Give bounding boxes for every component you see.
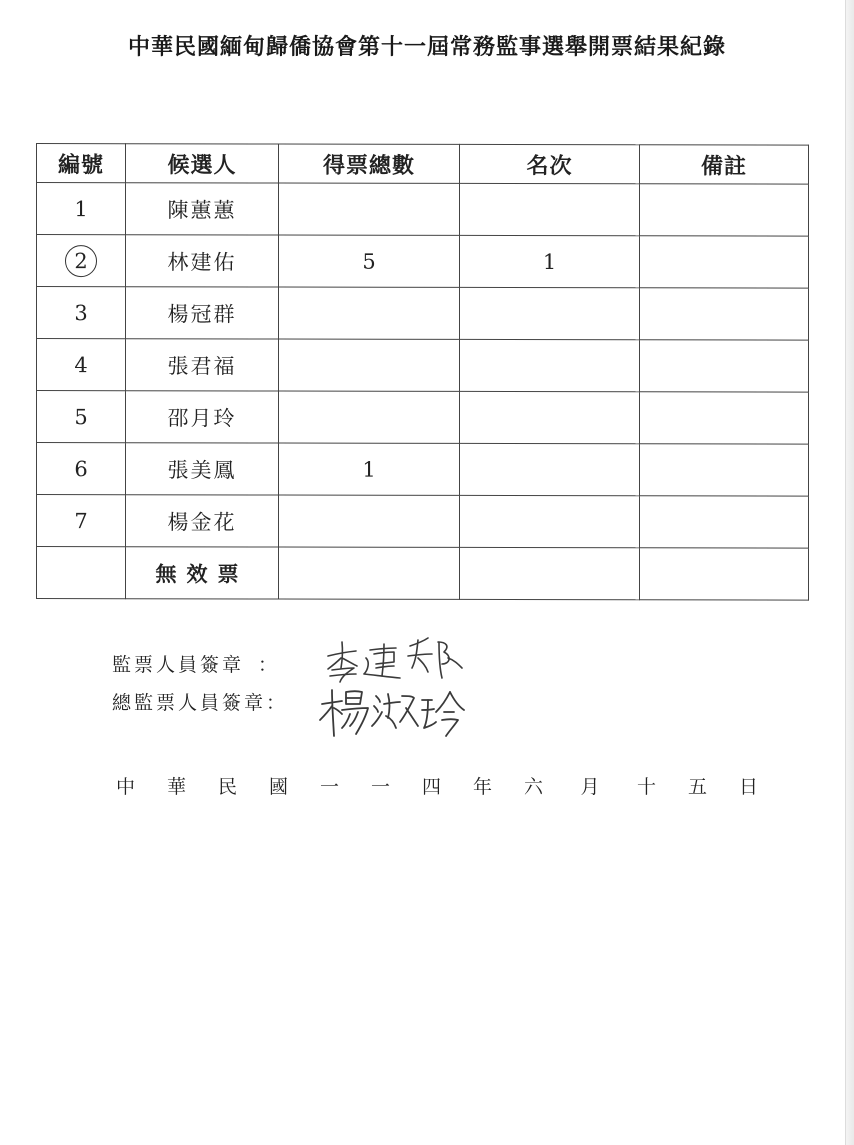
table-row xyxy=(37,183,809,237)
date-char: 日 xyxy=(738,776,758,798)
page-edge xyxy=(845,0,854,1145)
row-number: 1 xyxy=(37,183,126,235)
remark-value xyxy=(640,496,809,548)
row-number-cell xyxy=(37,235,126,287)
rank-value xyxy=(460,443,640,495)
table-row xyxy=(37,287,809,341)
date-char: 四 xyxy=(421,776,441,798)
table-row xyxy=(37,339,809,393)
row-number xyxy=(37,547,126,599)
remark-value xyxy=(640,548,809,600)
date-char: 月 xyxy=(580,776,600,798)
document-title: 中華民國緬甸歸僑協會第十一屆常務監事選舉開票結果紀錄 xyxy=(127,34,726,60)
candidate-name: 張美鳳 xyxy=(126,443,279,495)
vote-count xyxy=(279,339,460,391)
vote-count: 5 xyxy=(279,235,460,287)
document-date xyxy=(100,772,774,799)
date-char: 華 xyxy=(166,776,186,798)
table-row-invalid xyxy=(37,547,809,601)
circled-row-number: 2 xyxy=(65,245,97,277)
date-char: 國 xyxy=(268,776,288,798)
date-char: 年 xyxy=(472,776,492,798)
rank-value: 1 xyxy=(460,235,640,287)
table-row xyxy=(37,391,809,445)
remark-value xyxy=(640,184,809,236)
election-results-table xyxy=(36,143,809,601)
chief-monitor-signature-line xyxy=(112,688,288,715)
chief-monitor-handwritten-signature xyxy=(318,682,468,744)
header-total-votes: 得票總數 xyxy=(279,144,460,183)
candidate-name: 楊冠群 xyxy=(126,287,279,339)
date-char: 十 xyxy=(636,776,656,798)
chief-monitor-signature-colon: ： xyxy=(266,692,289,714)
rank-value xyxy=(460,495,640,547)
date-char: 一 xyxy=(370,776,390,798)
rank-value xyxy=(460,339,640,391)
remark-value xyxy=(640,236,809,288)
row-number: 6 xyxy=(37,443,126,495)
date-char: 五 xyxy=(687,776,707,798)
monitor-signature-label: 監票人員簽章 xyxy=(112,654,245,676)
candidate-name: 張君福 xyxy=(126,339,279,391)
row-number: 4 xyxy=(37,339,126,391)
header-remarks: 備註 xyxy=(640,145,809,184)
date-char: 民 xyxy=(217,776,237,798)
row-number: 7 xyxy=(37,495,126,547)
vote-count xyxy=(279,391,460,443)
rank-value xyxy=(460,547,640,599)
row-number: 3 xyxy=(37,287,126,339)
table-header-row xyxy=(37,144,809,185)
vote-count xyxy=(279,547,460,599)
row-number: 5 xyxy=(37,391,126,443)
vote-count xyxy=(279,495,460,547)
table-row xyxy=(37,235,809,289)
table-row xyxy=(37,495,809,549)
vote-count xyxy=(279,287,460,339)
candidate-name: 楊金花 xyxy=(126,495,279,547)
vote-count xyxy=(279,183,460,235)
rank-value xyxy=(460,183,640,235)
candidate-name: 林建佑 xyxy=(126,235,279,287)
date-char: 中 xyxy=(115,776,135,798)
invalid-votes-label: 無效票 xyxy=(126,547,279,599)
remark-value xyxy=(640,340,809,392)
header-number: 編號 xyxy=(37,144,126,183)
monitor-signature-colon: ： xyxy=(258,654,281,676)
vote-count: 1 xyxy=(279,443,460,495)
remark-value xyxy=(640,392,809,444)
rank-value xyxy=(460,287,640,339)
candidate-name: 陳蕙蕙 xyxy=(126,183,279,235)
remark-value xyxy=(640,444,809,496)
date-char: 六 xyxy=(523,776,543,798)
table-row xyxy=(37,443,809,497)
header-rank: 名次 xyxy=(460,144,640,183)
monitor-signature-line xyxy=(112,650,280,677)
rank-value xyxy=(460,391,640,443)
remark-value xyxy=(640,288,809,340)
header-candidate: 候選人 xyxy=(126,144,279,183)
monitor-handwritten-signature xyxy=(322,628,472,688)
candidate-name: 邵月玲 xyxy=(126,391,279,443)
chief-monitor-signature-label: 總監票人員簽章 xyxy=(112,692,267,714)
date-char: 一 xyxy=(319,776,339,798)
